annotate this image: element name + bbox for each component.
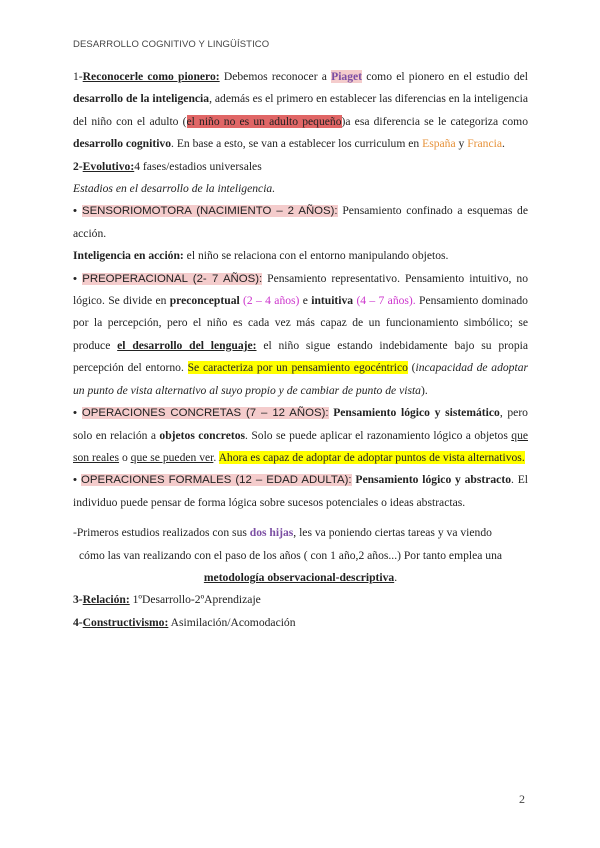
page-header: DESARROLLO COGNITIVO Y LINGÜÍSTICO — [73, 39, 270, 50]
section-1-pionero: 1-Reconocerle como pionero: Debemos reconocer a Piaget como el pionero en el estudio del desarrollo de la inteligencia, además es el primero en establecer las diferencias en la inteligencia del niño con el adulto (el niño no es un adulto pequeño)a esa diferencia se le categoriza como desarrollo cognitivo. En base a esto, se van a establecer los curriculum en España y Francia. — [73, 70, 528, 151]
stage-preoperacional: • PREOPERACIONAL (2- 7 AÑOS): Pensamiento representativo. Pensamiento intuitivo, no lógico. Se divide en preconceptual (2 – 4 años) e intuitiva (4 – 7 años). Pensamiento dominado por la percepción, pero el niño es cada vez más capaz de un funcionamiento simbólico; se produce el desarrollo del lenguaje: el niño sigue estando indebidamente bajo su propia percepción del entorno. Se caracteriza por un pensamiento egocéntrico (incapacidad de adoptar un punto de vista alternativo al suyo propio y de cambiar de punto de vista). — [73, 271, 528, 397]
highlight-egocentrico: Se caracteriza por un pensamiento egocéntrico — [187, 361, 408, 375]
section-3-relacion: 3-Relación: 1ºDesarrollo-2ºAprendizaje — [73, 593, 261, 607]
section-title: Evolutivo: — [82, 159, 135, 173]
highlight-alternativos: Ahora es capaz de adoptar de adoptar puntos de vista alternativos. — [218, 450, 525, 464]
estudios-line-3: metodología observacional-descriptiva. — [203, 570, 398, 584]
highlight-adulto: el niño no es un adulto pequeño — [186, 114, 342, 128]
stage-operaciones-formales: • OPERACIONES FORMALES (12 – EDAD ADULTA): Pensamiento lógico y abstracto. El individuo puede pensar de forma lógica sobre sucesos potenciales o ideas abstractas. — [73, 473, 528, 509]
inteligencia-accion: Inteligencia en acción: el niño se relaciona con el entorno manipulando objetos. — [73, 249, 449, 263]
stage-label: PREOPERACIONAL (2- 7 AÑOS): — [82, 272, 263, 285]
stage-label: OPERACIONES CONCRETAS (7 – 12 AÑOS): — [81, 407, 329, 420]
stage-label: SENSORIOMOTORA (NACIMIENTO – 2 AÑOS): — [81, 205, 338, 218]
page-number: 2 — [519, 792, 525, 806]
stage-operaciones-concretas: • OPERACIONES CONCRETAS (7 – 12 AÑOS): Pensamiento lógico y sistemático, pero solo en relación a objetos concretos. Solo se puede aplicar el razonamiento lógico a objetos que son reales o que se pueden ver. Ahora es capaz de adoptar de adoptar puntos de vista alternativos. — [73, 406, 529, 464]
estadios-note: Estadios en el desarrollo de la inteligencia. — [73, 182, 276, 196]
piaget-name: Piaget — [331, 70, 363, 83]
estudios-line-2: cómo las van realizando con el paso de los años ( con 1 año,2 años...) Por tanto emplea una — [79, 548, 503, 562]
section-4-constructivismo: 4-Constructivismo: Asimilación/Acomodación — [73, 615, 296, 629]
espana-label: España — [422, 137, 456, 151]
section-title: Relación: — [82, 593, 130, 607]
document-body — [73, 66, 528, 634]
section-title: Constructivismo: — [82, 615, 169, 629]
section-number: 1- — [73, 70, 83, 83]
dos-hijas: dos hijas — [249, 526, 294, 540]
section-2-evolutivo: 2-Evolutivo:4 fases/estadios universales — [73, 159, 262, 173]
stage-sensoriomotora: • SENSORIOMOTORA (NACIMIENTO – 2 AÑOS): Pensamiento confinado a esquemas de acción. — [73, 204, 528, 240]
francia-label: Francia — [467, 137, 502, 151]
stage-label: OPERACIONES FORMALES (12 – EDAD ADULTA): — [81, 474, 352, 487]
spacer — [73, 514, 528, 522]
section-title: Reconocerle como pionero: — [82, 70, 220, 83]
estudios-line-1: -Primeros estudios realizados con sus dos hijas, les va poniendo ciertas tareas y va viendo — [73, 526, 492, 540]
